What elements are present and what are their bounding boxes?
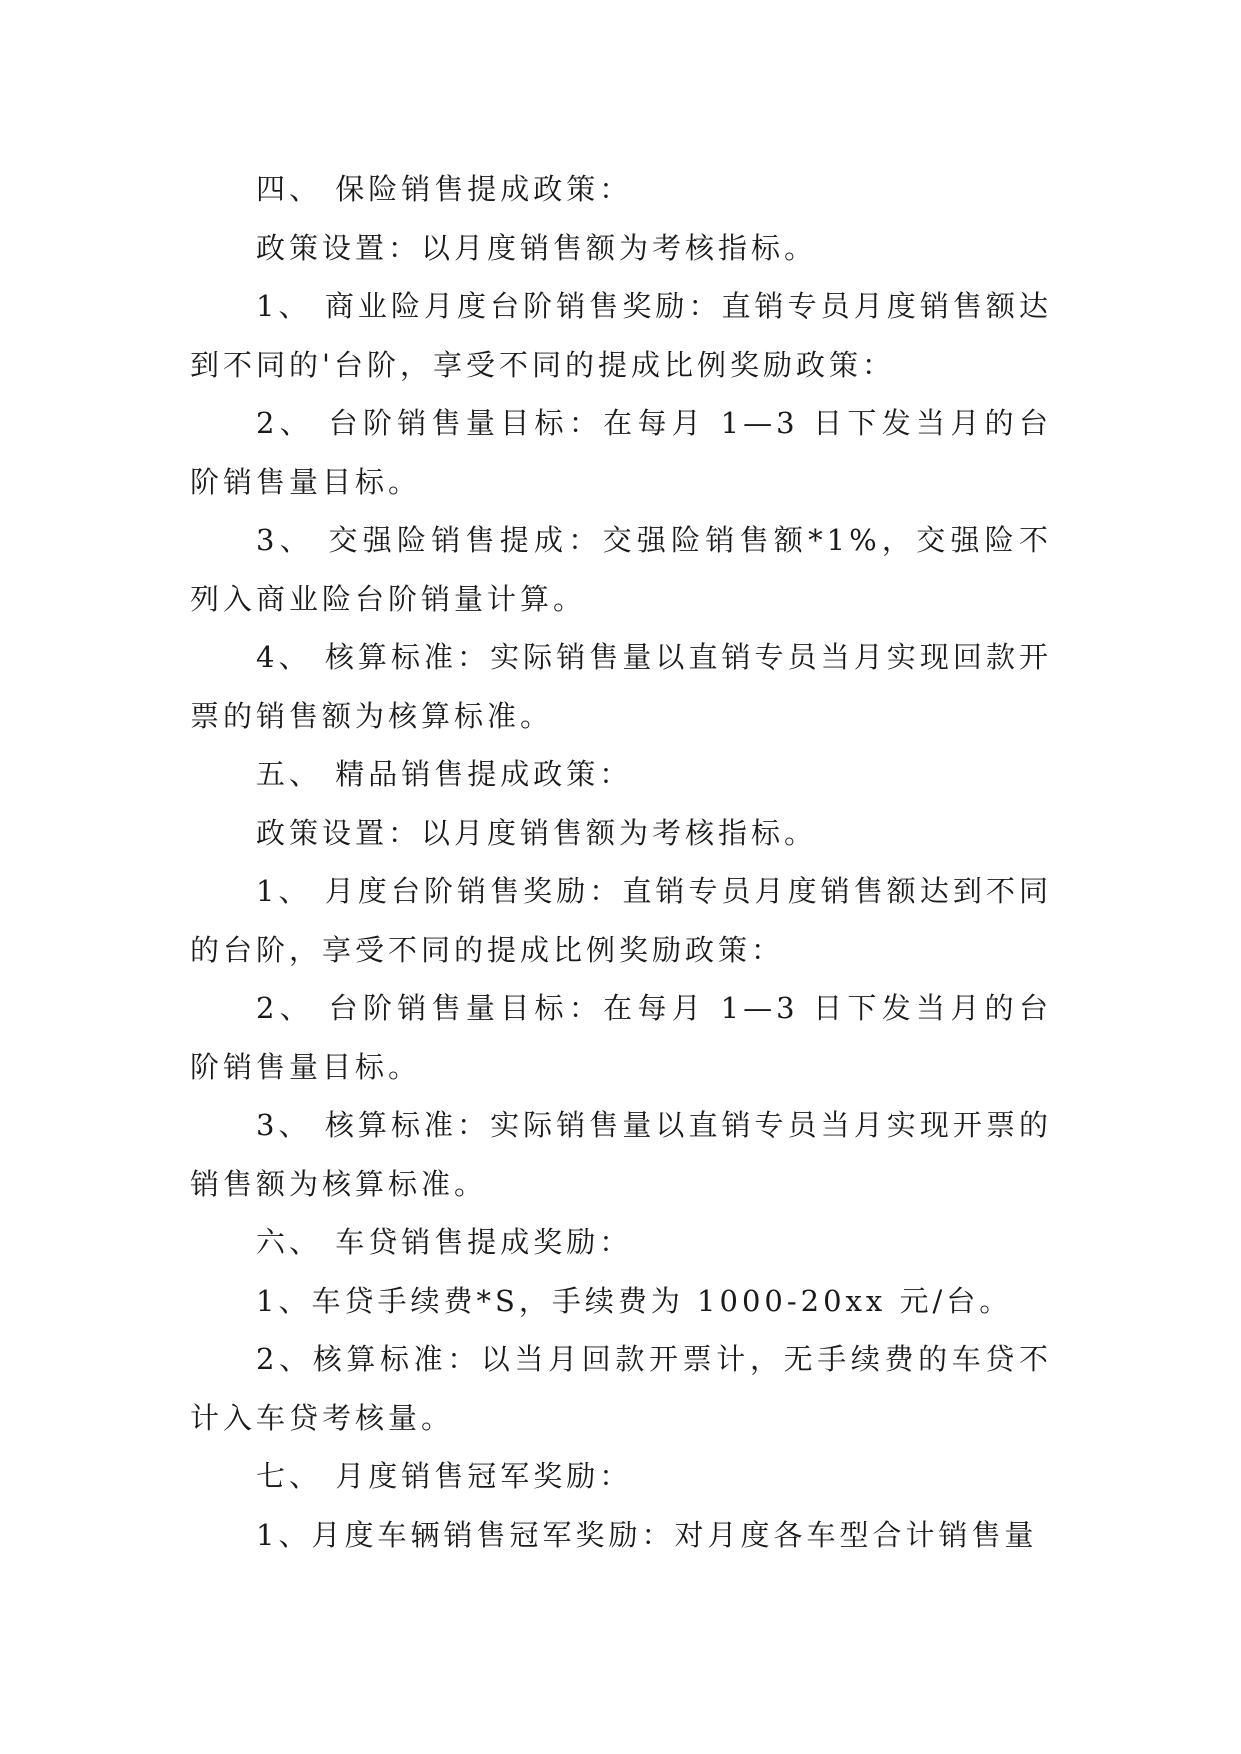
paragraph-monthly-tier-reward: 1、 月度台阶销售奖励：直销专员月度销售额达到不同的台阶，享受不同的提成比例奖励政策：: [190, 874, 1052, 967]
paragraph-car-loan-accounting: 2、核算标准：以当月回款开票计，无手续费的车贷不计入车贷考核量。: [190, 1342, 1052, 1435]
heading-car-loan-commission: 六、 车贷销售提成奖励：: [256, 1225, 633, 1259]
paragraph-tier-sales-target: 2、 台阶销售量目标：在每月 1—3 日下发当月的台阶销售量目标。: [190, 406, 1052, 499]
paragraph-policy-setting-2: 政策设置：以月度销售额为考核指标。: [256, 815, 818, 850]
heading-insurance-commission: 四、 保险销售提成政策：: [256, 172, 633, 206]
document-body: [190, 160, 1052, 1564]
heading-boutique-commission: 五、 精品销售提成政策：: [256, 757, 633, 791]
paragraph-accounting-standard: 4、 核算标准：实际销售量以直销专员当月实现回款开票的销售额为核算标准。: [190, 640, 1052, 733]
paragraph-accounting-standard-2: 3、 核算标准：实际销售量以直销专员当月实现开票的销售额为核算标准。: [190, 1108, 1052, 1201]
paragraph-commercial-insurance-tier: 1、 商业险月度台阶销售奖励：直销专员月度销售额达到不同的'台阶，享受不同的提成比例奖励政策：: [190, 289, 1052, 382]
heading-monthly-champion: 七、 月度销售冠军奖励：: [256, 1459, 633, 1493]
paragraph-compulsory-insurance: 3、 交强险销售提成：交强险销售额*1%，交强险不列入商业险台阶销量计算。: [190, 523, 1052, 616]
paragraph-tier-sales-target-2: 2、 台阶销售量目标：在每月 1—3 日下发当月的台阶销售量目标。: [190, 991, 1052, 1084]
paragraph-car-loan-fee: 1、车贷手续费*S，手续费为 1000-20xx 元/台。: [256, 1283, 1013, 1318]
paragraph-policy-setting: 政策设置：以月度销售额为考核指标。: [256, 230, 818, 265]
paragraph-monthly-champion-reward: 1、月度车辆销售冠军奖励：对月度各车型合计销售量: [256, 1517, 1038, 1552]
